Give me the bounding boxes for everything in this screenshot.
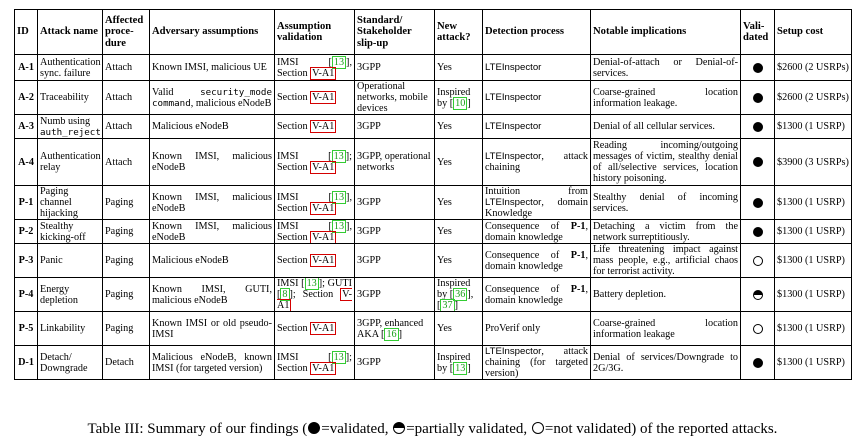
validated-marker-icon	[308, 422, 320, 434]
validation-cell-text: Section V-A1	[277, 92, 335, 103]
detection-cell	[483, 244, 591, 278]
table-row	[15, 81, 852, 115]
implications-cell	[591, 278, 741, 312]
validation-status-cell	[741, 81, 775, 115]
detection-cell	[483, 186, 591, 220]
standard-cell	[355, 220, 435, 244]
standard-cell-text: 3GPP	[357, 255, 381, 266]
new-attack-cell-text: Inspired by [ 13 ]	[437, 351, 471, 374]
implications-cell	[591, 244, 741, 278]
adversary-cell	[150, 81, 275, 115]
validation-cell-text: IMSI [ 13 ]; Section V-A1	[277, 151, 352, 173]
implications-cell-text: Life threatening impact against mass people, e.g., artificial chaos for terrorist activity.	[593, 244, 738, 277]
attack-id-text: P-1	[18, 197, 34, 208]
validation-status-cell	[741, 186, 775, 220]
partially-validated-marker-icon	[393, 422, 405, 434]
procedure-cell	[103, 139, 150, 186]
attack-id-text: P-5	[18, 323, 34, 334]
adversary-cell-text: Malicious eNodeB	[152, 255, 229, 266]
detection-cell-text: LTEInspector	[485, 62, 542, 73]
validation-status-cell	[741, 278, 775, 312]
adversary-cell	[150, 186, 275, 220]
caption-prefix: Table III: Summary of our findings (	[87, 421, 308, 437]
implications-cell	[591, 115, 741, 139]
detection-cell-text: LTEInspector, attack chaining	[485, 151, 588, 173]
standard-cell	[355, 312, 435, 346]
implications-cell	[591, 220, 741, 244]
table-row	[15, 244, 852, 278]
attack-name-cell-text: Authentication sync. failure	[40, 56, 101, 79]
validation-cell-text: IMSI [ 13 ]; Section V-A1	[277, 351, 352, 374]
new-attack-cell	[435, 55, 483, 81]
procedure-cell	[103, 244, 150, 278]
attack-id	[15, 312, 38, 346]
attack-name-cell-text: Detach/ Downgrade	[40, 351, 88, 374]
procedure-cell-text: Paging	[105, 289, 134, 300]
new-attack-cell-text: Yes	[437, 226, 452, 237]
adversary-cell-text: Known IMSI, malicious eNodeB	[152, 191, 272, 214]
validated-marker-icon	[753, 122, 763, 132]
validation-cell-text: Section V-A1	[277, 323, 335, 334]
implications-cell-text: Stealthy denial of incoming services.	[593, 191, 738, 214]
validated-marker-icon	[753, 157, 763, 167]
adversary-cell	[150, 346, 275, 380]
validated-marker-icon	[753, 198, 763, 208]
standard-cell	[355, 278, 435, 312]
standard-cell	[355, 115, 435, 139]
validation-cell-text: IMSI [ 13 ], Section V-A1	[277, 220, 352, 243]
attack-name-cell-text: Traceability	[40, 92, 89, 103]
validation-cell	[275, 81, 355, 115]
attack-id	[15, 278, 38, 312]
attack-name-cell	[38, 278, 103, 312]
detection-cell	[483, 139, 591, 186]
attack-name-cell	[38, 346, 103, 380]
validation-cell	[275, 220, 355, 244]
procedure-cell-text: Detach	[105, 357, 134, 368]
validation-cell-text: IMSI [ 13 ], Section V-A1	[277, 191, 352, 214]
new-attack-cell	[435, 278, 483, 312]
attack-id-text: A-3	[18, 121, 34, 132]
adversary-cell-text: Known IMSI, malicious UE	[152, 62, 267, 73]
caption-partial: =partially validated,	[406, 421, 531, 437]
adversary-cell-text: Known IMSI, GUTI, malicious eNodeB	[152, 283, 272, 306]
standard-cell-text: 3GPP	[357, 289, 381, 300]
procedure-cell-text: Paging	[105, 255, 134, 266]
implications-cell-text: Denial of services/Downgrade to 2G/3G.	[593, 351, 738, 374]
table-row	[15, 186, 852, 220]
validation-cell	[275, 346, 355, 380]
setup-cost-cell: $1300 (1 USRP)	[775, 346, 852, 380]
attack-id-text: A-4	[18, 156, 34, 168]
new-attack-cell	[435, 312, 483, 346]
attack-id	[15, 186, 38, 220]
attack-id	[15, 139, 38, 186]
validation-cell	[275, 55, 355, 81]
adversary-cell	[150, 244, 275, 278]
detection-cell-text: LTEInspector	[485, 121, 542, 132]
detection-cell-text: Consequence of P-1, domain knowledge	[485, 249, 588, 272]
standard-cell-text: 3GPP	[357, 226, 381, 237]
implications-cell-text: Coarse-grained location information leakage.	[593, 86, 738, 109]
standard-cell-text: 3GPP, enhanced AKA [ 16 ]	[357, 317, 424, 340]
table-row	[15, 55, 852, 81]
attack-name-cell	[38, 312, 103, 346]
header-validation: Assumption validation	[275, 10, 355, 55]
attack-id-text: P-4	[18, 289, 34, 300]
adversary-cell-text: Known IMSI or old pseudo-IMSI	[152, 317, 272, 340]
attack-id	[15, 244, 38, 278]
not-validated-marker-icon	[753, 256, 763, 266]
procedure-cell-text: Attach	[105, 92, 133, 103]
standard-cell	[355, 186, 435, 220]
detection-cell-text: Intuition from LTEInspector, domain Knowledge	[485, 186, 588, 219]
detection-cell	[483, 55, 591, 81]
validation-status-cell	[741, 139, 775, 186]
attack-name-cell-text: Linkability	[40, 323, 86, 334]
procedure-cell-text: Attach	[105, 156, 133, 168]
setup-cost-cell: $1300 (1 USRP)	[775, 312, 852, 346]
validated-marker-icon	[753, 358, 763, 368]
setup-cost-cell: $1300 (1 USRP)	[775, 186, 852, 220]
standard-cell-text: Operational networks, mobile devices	[357, 81, 428, 114]
table-row	[15, 115, 852, 139]
setup-cost-cell: $1300 (1 USRP)	[775, 278, 852, 312]
new-attack-cell-text: Yes	[437, 323, 452, 334]
new-attack-cell	[435, 115, 483, 139]
setup-cost-cell: $3900 (3 USRPs)	[775, 139, 852, 186]
table-row	[15, 220, 852, 244]
attack-id	[15, 346, 38, 380]
validation-cell	[275, 312, 355, 346]
header-new-attack: New attack?	[435, 10, 483, 55]
detection-cell	[483, 346, 591, 380]
new-attack-cell-text: Yes	[437, 197, 452, 208]
implications-cell-text: Denial of all cellular services.	[593, 121, 715, 132]
new-attack-cell-text: Yes	[437, 156, 452, 168]
procedure-cell	[103, 278, 150, 312]
caption-not-validated: =not validated) of the reported attacks.	[544, 421, 778, 437]
adversary-cell	[150, 220, 275, 244]
attack-id	[15, 115, 38, 139]
new-attack-cell-text: Inspired by [ 10 ]	[437, 86, 471, 109]
not-validated-marker-icon	[753, 324, 763, 334]
detection-cell	[483, 312, 591, 346]
standard-cell	[355, 81, 435, 115]
setup-cost-cell: $2600 (2 USRPs)	[775, 81, 852, 115]
caption-validated: =validated,	[321, 421, 393, 437]
attack-name-cell	[38, 220, 103, 244]
validation-status-cell	[741, 115, 775, 139]
implications-cell	[591, 186, 741, 220]
validation-cell	[275, 278, 355, 312]
attack-name-cell	[38, 81, 103, 115]
standard-cell-text: 3GPP	[357, 62, 381, 73]
attack-id-text: D-1	[18, 357, 34, 368]
validation-cell-text: Section V-A1	[277, 255, 335, 266]
procedure-cell	[103, 81, 150, 115]
attack-name-cell	[38, 55, 103, 81]
validation-status-cell	[741, 312, 775, 346]
findings-table	[14, 9, 852, 380]
validation-cell	[275, 115, 355, 139]
attack-id-text: A-2	[18, 92, 34, 103]
standard-cell	[355, 55, 435, 81]
header-cost: Setup cost	[775, 10, 852, 55]
attack-name-cell	[38, 186, 103, 220]
procedure-cell	[103, 312, 150, 346]
adversary-cell	[150, 115, 275, 139]
implications-cell-text: Denial-of-attach or Denial-of-services.	[593, 56, 738, 79]
header-implications: Notable implications	[591, 10, 741, 55]
standard-cell-text: 3GPP, operational networks	[357, 151, 431, 173]
detection-cell	[483, 81, 591, 115]
header-standard: Standard/ Stakeholder slip-up	[355, 10, 435, 55]
procedure-cell	[103, 186, 150, 220]
header-adversary: Adversary assumptions	[150, 10, 275, 55]
procedure-cell	[103, 115, 150, 139]
attack-id-text: A-1	[18, 62, 34, 73]
validated-marker-icon	[753, 63, 763, 73]
new-attack-cell	[435, 346, 483, 380]
standard-cell-text: 3GPP	[357, 121, 381, 132]
table-caption	[0, 421, 865, 438]
attack-id	[15, 81, 38, 115]
attack-name-cell-text: Energy depletion	[40, 283, 78, 306]
table-body	[15, 55, 852, 380]
procedure-cell-text: Attach	[105, 62, 133, 73]
validation-status-cell	[741, 244, 775, 278]
validated-marker-icon	[753, 227, 763, 237]
implications-cell-text: Detaching a victim from the network surreptitiously.	[593, 220, 738, 243]
new-attack-cell	[435, 220, 483, 244]
standard-cell	[355, 139, 435, 186]
detection-cell	[483, 115, 591, 139]
table-header-row	[15, 10, 852, 55]
adversary-cell	[150, 278, 275, 312]
implications-cell	[591, 346, 741, 380]
findings-table-wrapper	[14, 9, 851, 380]
standard-cell	[355, 346, 435, 380]
procedure-cell	[103, 55, 150, 81]
implications-cell-text: Reading incoming/outgoing messages of victim, stealthy denial of all/selective services, location history poisoning.	[593, 140, 738, 184]
attack-name-cell-text: Authentication relay	[40, 151, 101, 173]
new-attack-cell-text: Yes	[437, 62, 452, 73]
attack-id-text: P-3	[18, 255, 34, 266]
table-row	[15, 278, 852, 312]
detection-cell-text: LTEInspector, attack chaining (for targeted version)	[485, 346, 588, 379]
setup-cost-cell: $1300 (1 USRP)	[775, 244, 852, 278]
validation-cell-text: IMSI [ 13 ], Section V-A1	[277, 56, 352, 79]
new-attack-cell	[435, 81, 483, 115]
validation-cell-text: Section V-A1	[277, 121, 335, 132]
detection-cell-text: LTEInspector	[485, 92, 542, 103]
attack-id	[15, 55, 38, 81]
adversary-cell	[150, 312, 275, 346]
new-attack-cell-text: Yes	[437, 121, 452, 132]
detection-cell-text: Consequence of P-1, domain knowledge	[485, 283, 588, 306]
validation-cell	[275, 244, 355, 278]
not-validated-marker-icon	[532, 422, 544, 434]
validation-status-cell	[741, 55, 775, 81]
procedure-cell-text: Paging	[105, 323, 134, 334]
header-id: ID	[15, 10, 38, 55]
adversary-cell-text: Malicious eNodeB	[152, 121, 229, 132]
new-attack-cell-text: Yes	[437, 255, 452, 266]
setup-cost-cell: $1300 (1 USRP)	[775, 220, 852, 244]
procedure-cell-text: Paging	[105, 197, 134, 208]
header-detection: Detection process	[483, 10, 591, 55]
implications-cell	[591, 312, 741, 346]
header-procedure: Affected proce-dure	[103, 10, 150, 55]
detection-cell-text: Consequence of P-1, domain knowledge	[485, 220, 588, 243]
new-attack-cell	[435, 139, 483, 186]
attack-name-cell	[38, 244, 103, 278]
implications-cell-text: Battery depletion.	[593, 289, 666, 300]
table-row	[15, 346, 852, 380]
detection-cell	[483, 278, 591, 312]
validation-status-cell	[741, 220, 775, 244]
attack-id	[15, 220, 38, 244]
adversary-cell	[150, 139, 275, 186]
table-row	[15, 312, 852, 346]
attack-name-cell	[38, 139, 103, 186]
attack-name-cell-text: Paging channel hijacking	[40, 186, 78, 219]
procedure-cell	[103, 220, 150, 244]
validation-cell	[275, 186, 355, 220]
adversary-cell-text: Malicious eNodeB, known IMSI (for targeted version)	[152, 351, 272, 374]
adversary-cell-text: Known IMSI, malicious eNodeB	[152, 220, 272, 243]
standard-cell-text: 3GPP	[357, 197, 381, 208]
attack-name-cell-text: Numb using auth_reject	[40, 115, 101, 138]
new-attack-cell-text: Inspired by [ 36 ], [ 37 ]	[437, 278, 474, 311]
detection-cell	[483, 220, 591, 244]
implications-cell	[591, 81, 741, 115]
adversary-cell-text: Known IMSI, malicious eNodeB	[152, 151, 272, 173]
standard-cell-text: 3GPP	[357, 357, 381, 368]
new-attack-cell	[435, 186, 483, 220]
adversary-cell-text: Valid security_mode command, malicious eNodeB	[152, 86, 272, 109]
implications-cell-text: Coarse-grained location information leakage	[593, 317, 738, 340]
setup-cost-cell: $2600 (2 USRPs)	[775, 55, 852, 81]
header-attack-name: Attack name	[38, 10, 103, 55]
partially-validated-marker-icon	[753, 290, 763, 300]
attack-name-cell	[38, 115, 103, 139]
table-row	[15, 139, 852, 186]
validation-cell	[275, 139, 355, 186]
adversary-cell	[150, 55, 275, 81]
attack-id-text: P-2	[18, 226, 34, 237]
standard-cell	[355, 244, 435, 278]
validation-cell-text: IMSI [ 13 ]; GUTI [ 8 ]; Section V-A1	[277, 278, 352, 311]
procedure-cell-text: Attach	[105, 121, 133, 132]
attack-name-cell-text: Panic	[40, 255, 63, 266]
validation-status-cell	[741, 346, 775, 380]
attack-name-cell-text: Stealthy kicking-off	[40, 220, 86, 243]
implications-cell	[591, 55, 741, 81]
procedure-cell-text: Paging	[105, 226, 134, 237]
detection-cell-text: ProVerif only	[485, 323, 541, 334]
validated-marker-icon	[753, 93, 763, 103]
new-attack-cell	[435, 244, 483, 278]
header-validated: Vali-dated	[741, 10, 775, 55]
procedure-cell	[103, 346, 150, 380]
implications-cell	[591, 139, 741, 186]
setup-cost-cell: $1300 (1 USRP)	[775, 115, 852, 139]
